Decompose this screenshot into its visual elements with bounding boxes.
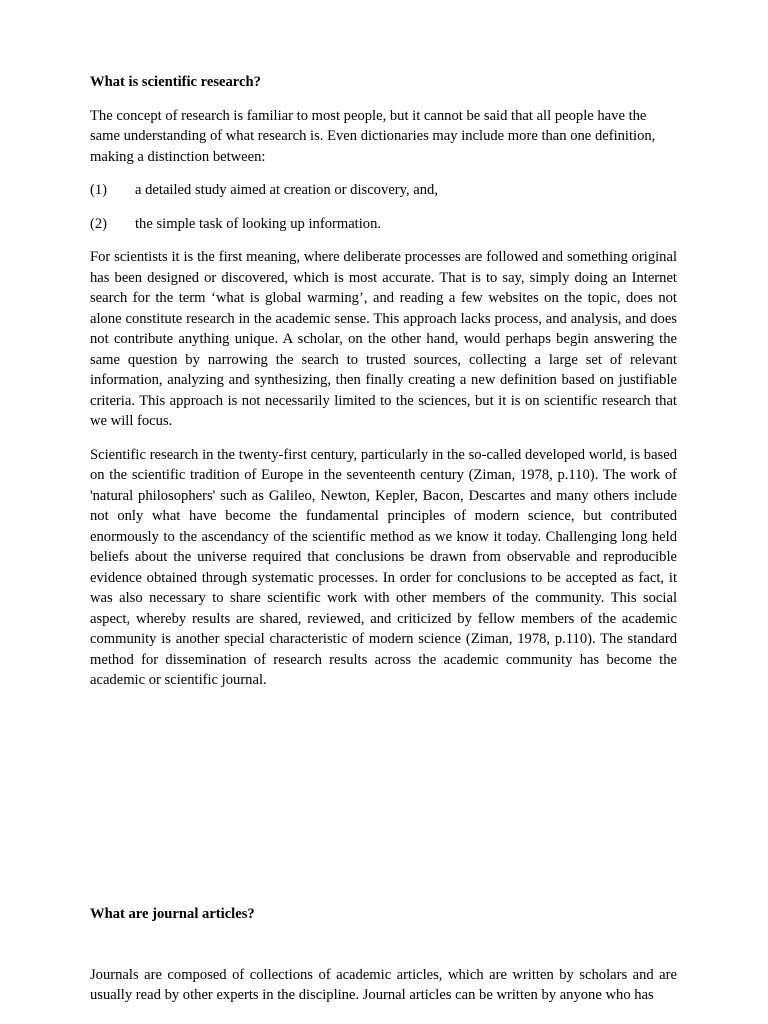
- list-number: (1): [90, 182, 108, 198]
- list-text: a detailed study aimed at creation or discovery, and,: [135, 182, 438, 198]
- list-text: the simple task of looking up information.: [135, 215, 382, 232]
- section-heading: What are journal articles?: [90, 906, 255, 922]
- list-item: [90, 180, 677, 201]
- section-journal-articles: [90, 904, 677, 1006]
- section-heading: What is scientific research?: [90, 74, 261, 90]
- body-paragraph: Scientific research in the twenty-first century, particularly in the so-called developed world, is based on the scientific tradition of Europe in the seventeenth century (Ziman, 1978, p.110). The work of 'natural philosophers' such as Galileo, Newton, Kepler, Bacon, Descartes and many others include not only what have become the fundamental principles of modern science, but contributed enormously to the ascendancy of the scientific method as we know it today. Challenging long held beliefs about the universe required that conclusions be drawn from observable and reproducible evidence obtained through systematic processes. In order for conclusions to be accepted as fact, it was also necessary to share scientific work with other members of the community. This social aspect, whereby results are shared, reviewed, and criticized by fellow members of the academic community is another special characteristic of modern science (Ziman, 1978, p.110). The standard method for dissemination of research results across the academic community has become the academic or scientific journal.: [90, 446, 677, 688]
- list-item: [90, 214, 677, 235]
- list-number: (2): [90, 215, 108, 232]
- body-paragraph: For scientists it is the first meaning, where deliberate processes are followed and something original has been designed or discovered, which is most accurate. That is to say, simply doing an Internet search for the term ‘what is global warming’, and reading a few websites on the topic, does not alone constitute research in the academic sense. This approach lacks process, and analysis, and does not contribute anything unique. A scholar, on the other hand, would perhaps begin answering the same question by narrowing the search to trusted sources, collecting a large set of relevant information, analyzing and synthesizing, then finally creating a new definition based on justifiable criteria. This approach is not necessarily limited to the sciences, but it is on scientific research that we will focus.: [90, 249, 677, 429]
- body-paragraph: Journals are composed of collections of academic articles, which are written by scholars and are usually read by other experts in the discipline. Journal articles can be written by anyone who has: [90, 966, 677, 1003]
- section-scientific-research: [90, 72, 677, 691]
- intro-paragraph: The concept of research is familiar to most people, but it cannot be said that all people have the same understanding of what research is. Even dictionaries may include more than one definition, making a distinction between:: [90, 107, 656, 165]
